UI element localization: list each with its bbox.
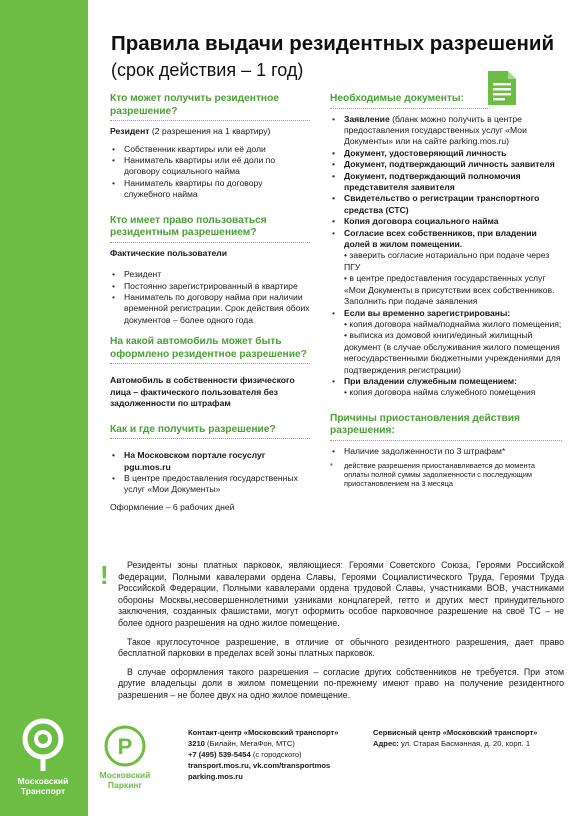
contact-center: [188, 727, 368, 782]
users-list: [110, 269, 310, 326]
footnote: [330, 461, 562, 488]
section-heading: Причины приостановления действия разрешения:: [330, 412, 520, 437]
exclamation-icon: !: [100, 560, 109, 590]
divider: [110, 120, 310, 121]
contact-short: [188, 738, 368, 749]
list-item: [330, 308, 562, 376]
notes-block: [118, 560, 564, 709]
page-subtitle: (срок действия – 1 год): [111, 60, 304, 80]
contact-links: transport.mos.ru, vk.com/transportmos: [188, 761, 331, 770]
owners-sub: • заверить согласие нотариально при подаче через ПГУ: [344, 250, 550, 272]
transport-logo-text: Московский Транспорт: [17, 776, 69, 796]
resident-list: [110, 144, 310, 201]
phone-number: +7 (495) 539-5454: [188, 750, 251, 759]
page-title: Правила выдачи резидентных разрешений: [111, 32, 555, 55]
divider: [110, 242, 310, 243]
where-list: [110, 450, 310, 496]
parking-logo-text: Московский Паркинг: [99, 770, 151, 790]
spacer: [110, 410, 310, 424]
users-subheading: Фактические пользователи: [110, 247, 228, 258]
list-item: • Наниматель квартиры или её доли по договору социального найма: [110, 155, 310, 178]
temp-sub: • выписка из домовой книги/единый жилищный документ (в случае обслуживания жилого помещения негосударственными бюджетными учреждениями для подтверждения регистрации): [344, 330, 561, 375]
doc-title: Заявление: [344, 113, 390, 124]
resident-note: (2 разрешения на 1 квартиру): [149, 126, 271, 137]
list-item: • Наличие задолженности по 3 штрафам*: [330, 446, 562, 457]
list-item: • Документ, подтверждающий полномочия представителя заявителя: [330, 171, 562, 194]
service-center: [373, 727, 573, 749]
contact-site: parking.mos.ru: [188, 772, 243, 781]
resident-label: Резидент: [110, 126, 150, 137]
contact-phone: [188, 749, 368, 760]
divider: [110, 363, 310, 364]
address-label: Адрес:: [373, 739, 399, 748]
spacer: [110, 326, 310, 336]
divider: [330, 108, 490, 109]
service-title: • При владении служебным помещением:: [344, 375, 517, 386]
section-heading: Как и где получить разрешение?: [110, 423, 276, 435]
temp-sub: • копия договора найма/поднайма жилого помещения;: [344, 318, 562, 329]
suspension-list: [330, 446, 562, 457]
list-item: • На Московском портале госуслуг pgu.mos.ru: [110, 450, 310, 473]
service-sub: • копия договора найма служебного помещения: [344, 387, 536, 398]
spacer: [110, 201, 310, 215]
documents-list: [330, 114, 562, 399]
list-item: • Собственник квартиры или её доли: [110, 144, 310, 155]
list-item: • Наниматель квартиры по договору служебного найма: [110, 178, 310, 201]
svg-text:P: P: [117, 734, 133, 759]
section-heading: Кто может получить резидентное разрешение?: [110, 93, 279, 117]
divider: [330, 440, 562, 441]
list-item: [330, 114, 562, 148]
transport-logo-icon: [18, 717, 68, 773]
list-item: • Постоянно зарегистрированный в квартире: [110, 281, 310, 292]
section-heading: Необходимые документы:: [330, 93, 465, 104]
resident-intro: [110, 126, 310, 137]
list-item: • Резидент: [110, 269, 310, 280]
spacer: [110, 259, 310, 269]
footnote-mark: *: [330, 461, 333, 471]
section-heading: На какой автомобиль может быть оформлено резидентное разрешение?: [110, 336, 307, 360]
right-column: [330, 93, 562, 488]
note-paragraph: В случае оформления такого разрешения – согласие других собственников не требуется. При этом другие владельцы доли в жилом помещении по-прежнему имеют право на получение резидентного разрешения – не более двух на одно жилое помещение.: [118, 666, 564, 700]
list-item: [330, 376, 562, 399]
service-address: [373, 738, 573, 749]
owners-title: • Согласие всех собственников, при владении долей в жилом помещении.: [344, 227, 537, 250]
list-item: • Копия договора социального найма: [330, 216, 562, 227]
list-item: • Наниматель по договору найма при наличии временной регистрации. Срок действия обоих документов – более одного года: [110, 292, 310, 326]
spacer: [330, 399, 562, 413]
divider: [110, 438, 310, 439]
short-number: 3210: [188, 739, 205, 748]
note-paragraph: Такое круглосуточное разрешение, в отличие от обычного резидентного разрешения, дает право бесплатной парковки в пределах всей зоны платных парковок.: [118, 636, 564, 659]
term-text: Оформление – 6 рабочих дней: [110, 501, 235, 512]
list-item: [330, 228, 562, 308]
footer: [0, 697, 582, 816]
left-green-bar: [0, 0, 88, 816]
service-title: Сервисный центр «Московский транспорт»: [373, 728, 538, 737]
list-item: • В центре предоставления государственных услуг «Мои Документы»: [110, 473, 310, 496]
owners-sub: • в центре предоставления государственных услуг «Мои Документы в присутствии всех собственников. Заполнить при подаче заявления: [344, 273, 555, 307]
address-text: ул. Старая Басманная, д. 20, корп. 1: [398, 739, 531, 748]
left-column: [110, 93, 310, 513]
car-text: Автомобиль в собственности физического лица – фактического пользователя без задолженности по штрафам: [110, 375, 295, 409]
phone-note: (с городского): [250, 750, 302, 759]
list-item: • Свидетельство о регистрации транспортного средства (СТС): [330, 193, 562, 216]
list-item: • Документ, удостоверяющий личность: [330, 148, 562, 159]
temp-title: • Если вы временно зарегистрированы:: [344, 307, 511, 318]
doc-note: (бланк можно получить в центре предоставления государственных услуг «Мои Документы» или на сайте parking.mos.ru): [344, 113, 527, 147]
short-number-note: (Билайн, МегаФон, МТС): [204, 739, 295, 748]
list-item: • Документ, подтверждающий личность заявителя: [330, 159, 562, 170]
note-paragraph: Резиденты зоны платных парковок, являющиеся: Героями Советского Союза, Героями Российской Федерации, Полными кавалерами ордена Славы, Героями Социалистического Труда, Героями Труда Российской Федерации, Полными кавалерами ордена трудовой Славы, участниками ВОВ, участниками обороны Москвы,несовершеннолетними узниками концлагерей, гетто и других мест принудительного заключения, созданных фашистами, могут оформить особое парковочное разрешение на своё ТС – не более одного разрешения на одно жилое помещение.: [118, 560, 564, 628]
section-heading: Кто имеет право пользоваться резидентным разрешением?: [110, 214, 267, 239]
parking-logo-icon: [104, 725, 146, 767]
footnote-text: действие разрешения приостанавливается до момента оплаты полной суммы задолженности с последующим приостановлением на 3 месяца: [344, 461, 535, 489]
contact-title: Контакт-центр «Московский транспорт»: [188, 728, 339, 737]
